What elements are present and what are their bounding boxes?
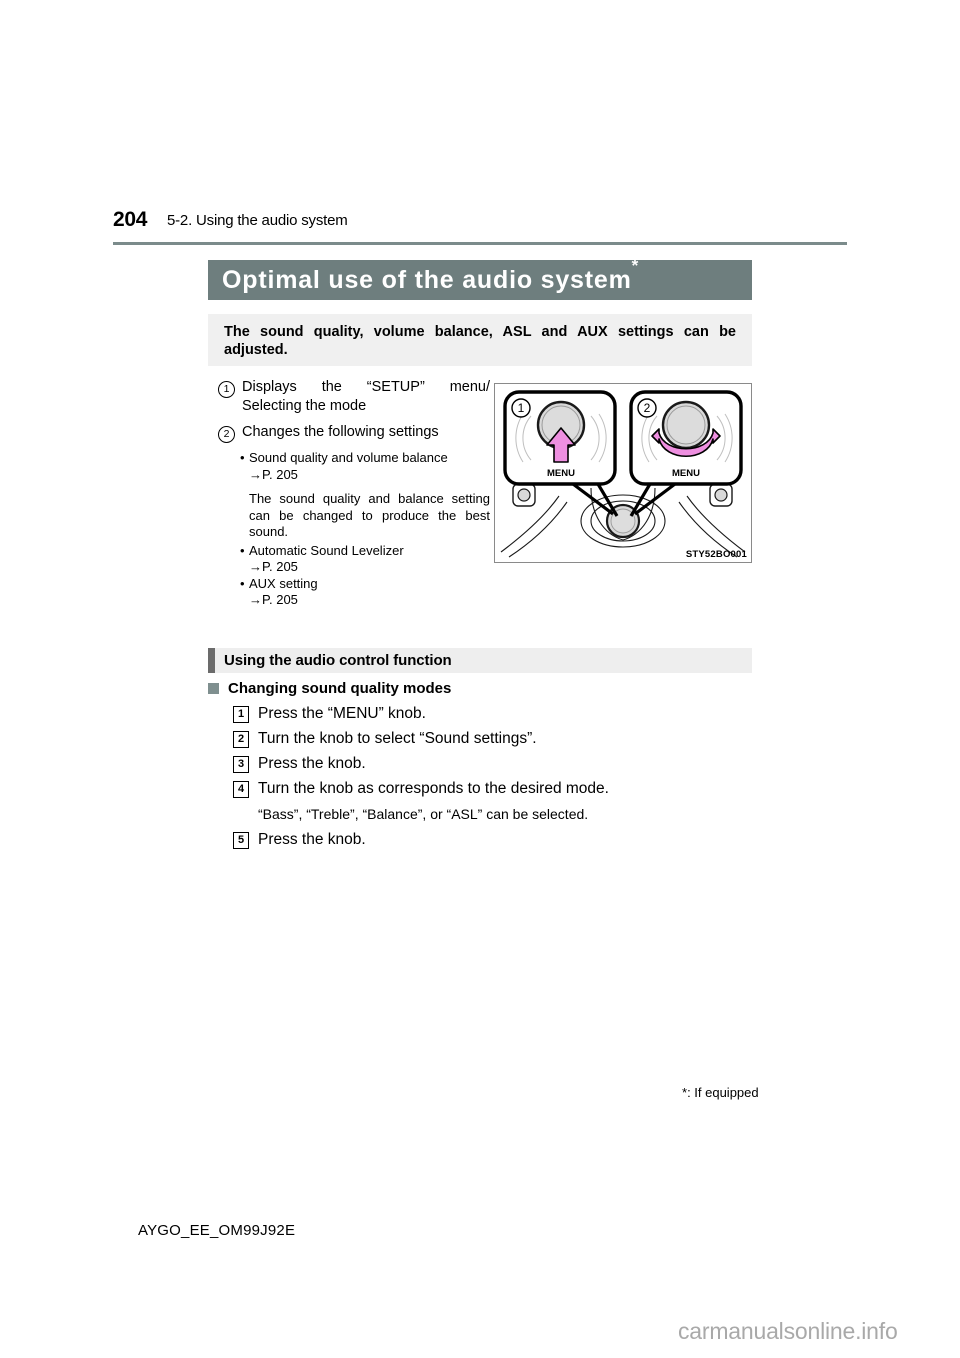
callout-item-1 <box>218 378 490 416</box>
bullet-dot-icon: • <box>240 542 245 558</box>
page-number: 204 <box>113 208 148 231</box>
callout-2-bullets <box>240 450 490 609</box>
callout-text-1: Displays the “SETUP” menu/ Selecting the mode <box>242 379 490 414</box>
procedure-block <box>208 680 768 855</box>
watermark: carmanualsonline.info <box>678 1318 898 1344</box>
step-number-4: 4 <box>233 781 249 798</box>
bullet-item-1 <box>240 450 490 467</box>
callout-text-2: Changes the following settings <box>242 424 439 440</box>
page-header <box>113 208 847 242</box>
section-title <box>208 256 640 295</box>
illustration-code: STY52BO001 <box>685 549 747 560</box>
step-row-1 <box>208 704 768 724</box>
document-code: AYGO_EE_OM99J92E <box>138 1222 296 1239</box>
callout-number-1: 1 <box>218 381 235 398</box>
intro-box <box>208 314 752 366</box>
step-text-3: Press the knob. <box>258 755 366 772</box>
step-row-3 <box>208 754 768 774</box>
bullet-text-3: AUX setting <box>249 575 318 591</box>
bullet-ref-2[interactable]: →P. 205 <box>249 559 298 574</box>
illus-callout-number-2: 2 <box>643 401 651 415</box>
svg-text:MENU: MENU <box>672 468 700 479</box>
bullet-item-2 <box>240 543 490 560</box>
bullet-ref-3[interactable]: →P. 205 <box>249 592 298 607</box>
chapter-title: 5-2. Using the audio system <box>167 212 348 229</box>
bullet-note-1: The sound quality and balance setting can be changed to produce the best sound. <box>249 491 490 539</box>
step-text-5: Press the knob. <box>258 831 366 848</box>
step-number-2: 2 <box>233 731 249 748</box>
step-text-2: Turn the knob to select “Sound settings”. <box>258 730 537 747</box>
bullet-dot-icon: • <box>240 575 245 591</box>
illus-callout-number-1: 1 <box>517 401 525 415</box>
intro-text: The sound quality, volume balance, ASL and AUX settings can be adjusted. <box>224 324 736 358</box>
subsection-header-bar <box>208 648 752 673</box>
step-row-2 <box>208 729 768 749</box>
header-divider <box>113 242 847 245</box>
step-note: “Bass”, “Treble”, “Balance”, or “ASL” can be selected. <box>258 806 589 822</box>
step-number-1: 1 <box>233 706 249 723</box>
step-text-4: Turn the knob as corresponds to the desired mode. <box>258 780 609 797</box>
bullet-text-1: Sound quality and volume balance <box>249 450 448 465</box>
procedure-heading <box>208 680 768 697</box>
step-text-1: Press the “MENU” knob. <box>258 705 426 722</box>
bullet-ref-1[interactable]: →P. 205 <box>249 466 298 482</box>
subsection-title: Using the audio control function <box>224 652 452 669</box>
footnote-star-icon: * <box>682 1085 688 1100</box>
title-footnote-star: * <box>631 256 640 276</box>
callout-number-2: 2 <box>218 426 235 443</box>
bullet-text-2: Automatic Sound Levelizer <box>249 542 404 558</box>
bullet-dot-icon: • <box>240 450 245 465</box>
callout-item-2 <box>218 423 490 443</box>
procedure-heading-label: Changing sound quality modes <box>228 680 452 697</box>
section-title-label: Optimal use of the audio system <box>222 265 632 294</box>
step-row-4 <box>208 779 768 799</box>
steering-wheel-diagram-svg <box>495 384 750 561</box>
svg-text:MENU: MENU <box>547 468 575 479</box>
callout-list <box>218 378 490 609</box>
bullet-item-3 <box>240 576 490 593</box>
step-row-5 <box>208 830 768 850</box>
step-number-5: 5 <box>233 832 249 849</box>
section-title-bar <box>208 256 752 300</box>
footnote <box>682 1085 759 1100</box>
audio-control-illustration <box>494 383 752 563</box>
footnote-text: : If equipped <box>687 1085 759 1100</box>
square-bullet-icon <box>208 683 219 694</box>
step-number-3: 3 <box>233 756 249 773</box>
